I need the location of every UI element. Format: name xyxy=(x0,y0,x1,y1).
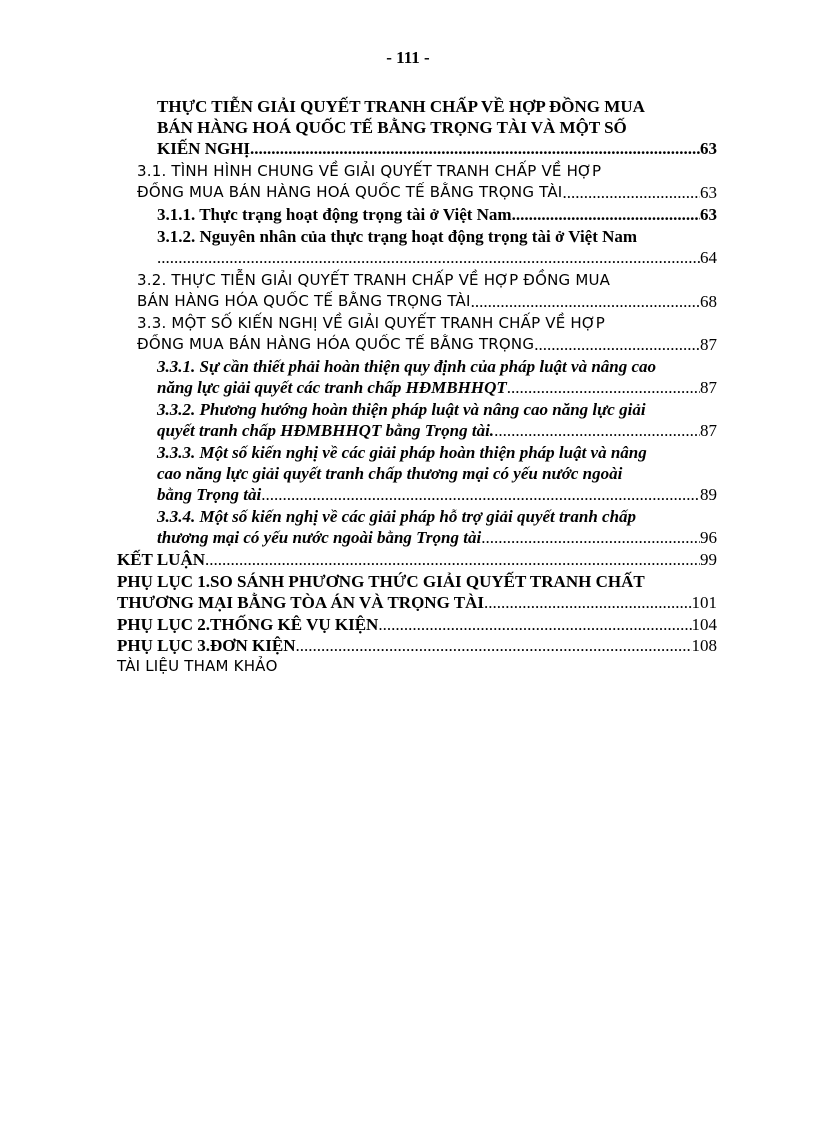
toc-appendix-1-line1: PHỤ LỤC 1.SO SÁNH PHƯƠNG THỨC GIẢI QUYẾT TRANH CHẤT xyxy=(117,572,645,591)
leader-dots xyxy=(481,527,700,548)
toc-3-2-line1: 3.2. THỰC TIỄN GIẢI QUYẾT TRANH CHẤP VỀ HỢP ĐỒNG MUA xyxy=(137,271,611,289)
toc-3-3-1-page: 87 xyxy=(700,378,717,397)
toc-conclusion-entry[interactable] xyxy=(117,549,717,570)
toc-references[interactable]: TÀI LIỆU THAM KHẢO xyxy=(117,657,278,675)
toc-3-3-2-page: 87 xyxy=(700,421,717,440)
toc-ch3-entry[interactable] xyxy=(157,138,717,159)
toc-3-2-page: 68 xyxy=(700,292,717,311)
toc-ch3-line1: THỰC TIỄN GIẢI QUYẾT TRANH CHẤP VỀ HỢP ĐỒNG MUA xyxy=(157,97,645,116)
toc-appendix-2-page: 104 xyxy=(691,615,717,634)
toc-appendix-1-line2: THƯƠNG MẠI BẰNG TÒA ÁN VÀ TRỌNG TÀI xyxy=(117,593,484,612)
toc-3-3-line1: 3.3. MỘT SỐ KIẾN NGHỊ VỀ GIẢI QUYẾT TRANH CHẤP VỀ HỢP xyxy=(137,314,606,332)
toc-3-3-3-line1: 3.3.3. Một số kiến nghị về các giải pháp hoàn thiện pháp luật và nâng xyxy=(157,443,647,462)
toc-3-3-entry[interactable] xyxy=(137,334,717,355)
toc-3-1-page: 63 xyxy=(700,183,717,202)
toc-appendix-3-entry[interactable] xyxy=(117,635,717,656)
toc-3-3-3-line2: cao năng lực giải quyết tranh chấp thương mại có yếu nước ngoài xyxy=(157,464,623,483)
leader-dots xyxy=(471,291,700,312)
leader-dots xyxy=(494,420,700,441)
toc-3-1-line1: 3.1. TÌNH HÌNH CHUNG VỀ GIẢI QUYẾT TRANH CHẤP VỀ HỢP xyxy=(137,162,602,180)
toc-conclusion-page: 99 xyxy=(700,550,717,569)
leader-dots xyxy=(534,334,700,355)
toc-appendix-3-page: 108 xyxy=(691,636,717,655)
toc-3-3-line2: ĐỒNG MUA BÁN HÀNG HÓA QUỐC TẾ BẰNG TRỌNG xyxy=(137,335,535,353)
toc-3-2-entry[interactable] xyxy=(137,291,717,312)
toc-3-3-4-entry[interactable] xyxy=(157,527,717,548)
toc-3-1-1-entry[interactable] xyxy=(157,204,717,225)
toc-3-3-3-entry[interactable] xyxy=(157,484,717,505)
toc-3-3-3-line3: bằng Trọng tài xyxy=(157,485,262,504)
toc-3-1-2-line1: 3.1.2. Nguyên nhân của thực trạng hoạt động trọng tài ở Việt Nam xyxy=(157,227,638,246)
toc-3-1-2-entry[interactable] xyxy=(157,247,717,268)
toc-3-1-line2: ĐỒNG MUA BÁN HÀNG HOÁ QUỐC TẾ BẰNG TRỌNG TÀI xyxy=(137,183,563,201)
toc-ch3-line2: BÁN HÀNG HOÁ QUỐC TẾ BẰNG TRỌNG TÀI VÀ MỘT SỐ xyxy=(157,118,627,137)
toc-3-3-page: 87 xyxy=(700,335,717,354)
toc-appendix-2-entry[interactable] xyxy=(117,614,717,635)
page-number: - 111 - xyxy=(386,48,430,67)
toc-ch3-page: 63 xyxy=(700,139,717,158)
toc-3-3-2-line1: 3.3.2. Phương hướng hoàn thiện pháp luật và nâng cao năng lực giải xyxy=(157,400,646,419)
toc-3-1-1-line1: 3.1.1. Thực trạng hoạt động trọng tài ở Việt Nam xyxy=(157,205,512,224)
toc-3-1-entry[interactable] xyxy=(137,182,717,203)
leader-dots xyxy=(512,204,700,225)
toc-appendix-2-title: PHỤ LỤC 2.THỐNG KÊ VỤ KIỆN xyxy=(117,615,379,634)
leader-dots xyxy=(250,138,700,159)
toc-3-3-1-line1: 3.3.1. Sự cần thiết phải hoàn thiện quy định của pháp luật và nâng cao xyxy=(157,357,657,376)
leader-dots xyxy=(484,592,692,613)
toc-3-2-line2: BÁN HÀNG HÓA QUỐC TẾ BẰNG TRỌNG TÀI xyxy=(137,292,471,310)
leader-dots xyxy=(296,635,692,656)
toc-3-3-4-line1: 3.3.4. Một số kiến nghị về các giải pháp hỗ trợ giải quyết tranh chấp xyxy=(157,507,637,526)
toc-3-3-2-entry[interactable] xyxy=(157,420,717,441)
toc-3-1-1-page: 63 xyxy=(700,205,717,224)
toc-conclusion-title: KẾT LUẬN xyxy=(117,550,206,569)
toc-appendix-1-page: 101 xyxy=(691,593,717,612)
leader-dots xyxy=(205,549,700,570)
leader-dots xyxy=(562,182,700,203)
toc-appendix-3-title: PHỤ LỤC 3.ĐƠN KIỆN xyxy=(117,636,296,655)
toc-ch3-line3: KIẾN NGHỊ xyxy=(157,139,251,158)
leader-dots xyxy=(157,247,700,268)
toc-3-3-4-page: 96 xyxy=(700,528,717,547)
toc-3-1-2-page: 64 xyxy=(700,248,717,267)
toc-appendix-1-entry[interactable] xyxy=(117,592,717,613)
leader-dots xyxy=(261,484,700,505)
toc-3-3-1-entry[interactable] xyxy=(157,377,717,398)
toc-3-3-4-line2: thương mại có yếu nước ngoài bằng Trọng tài xyxy=(157,528,482,547)
toc-3-3-3-page: 89 xyxy=(700,485,717,504)
leader-dots xyxy=(507,377,700,398)
toc-3-3-2-line2: quyết tranh chấp HĐMBHHQT bằng Trọng tài. xyxy=(157,421,495,440)
leader-dots xyxy=(378,614,691,635)
toc-3-3-1-line2: năng lực giải quyết các tranh chấp HĐMBHHQT xyxy=(157,378,507,397)
